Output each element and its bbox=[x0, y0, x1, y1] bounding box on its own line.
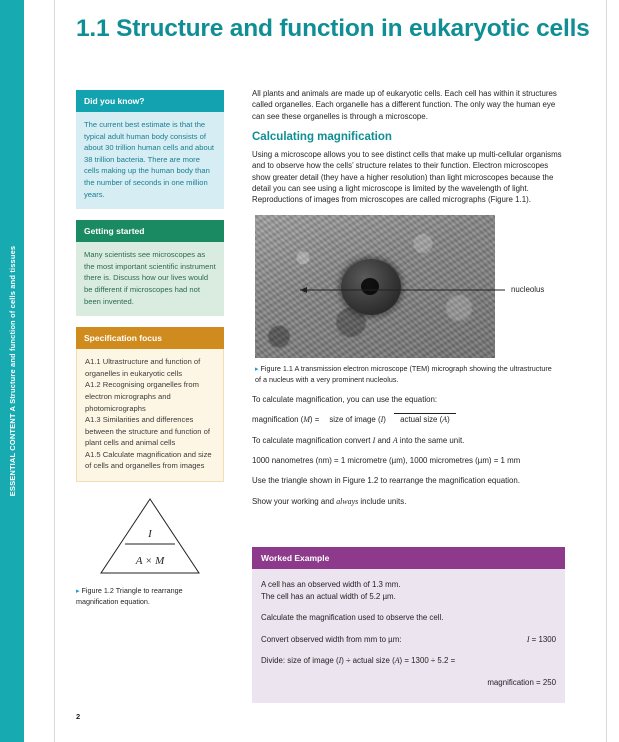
convert-var-a: A bbox=[392, 435, 398, 445]
left-margin-rule bbox=[54, 0, 55, 742]
show-working-italic: always bbox=[336, 496, 359, 506]
worked-line-5-c: ) = 1300 ÷ 5.2 = bbox=[399, 656, 456, 666]
spec-line: A1.2 Recognising organelles from electron micrographs and photomicrographs bbox=[85, 380, 199, 413]
spec-line: A1.5 Calculate magnification and size of cells and organelles from images bbox=[85, 449, 212, 471]
did-you-know-heading: Did you know? bbox=[76, 90, 224, 112]
paragraph-show-working bbox=[252, 496, 565, 507]
worked-line-5-var-a: A bbox=[394, 656, 400, 666]
triangle-icon bbox=[98, 496, 202, 576]
worked-line-4 bbox=[261, 634, 556, 646]
did-you-know-box bbox=[76, 90, 224, 209]
worked-line-2-text: The cell has an actual width of 5.2 µm. bbox=[261, 591, 396, 601]
worked-line-4-value bbox=[527, 634, 556, 646]
worked-line-6: magnification = 250 bbox=[487, 677, 556, 687]
numerator-text: size of image ( bbox=[329, 415, 381, 425]
nucleolus-callout-line bbox=[300, 283, 512, 297]
nucleolus-label: nucleolus bbox=[511, 285, 545, 294]
worked-line-4-label: Convert observed width from mm to µm: bbox=[261, 634, 402, 644]
caption-marker-icon: ▸ bbox=[255, 365, 259, 373]
triangle-bottom-label: A × M bbox=[135, 555, 165, 568]
worked-line-5 bbox=[261, 655, 556, 667]
running-head-text: ESSENTIAL CONTENT A Structure and function of cells and tissues bbox=[7, 245, 17, 497]
main-column bbox=[252, 88, 565, 516]
intro-paragraph: All plants and animals are made up of eukaryotic cells. Each cell has within it structures called organelles. Each organelle has a different function. The only way the human eye can see these organelles is through a microscope. bbox=[252, 89, 557, 121]
paragraph-microscopes: Using a microscope allows you to see distinct cells that make up multi-cellular organisms and to observe how the cells’ structure relates to their function. Electron microscopes show greater detail (they have a higher resolution) than light microscopes because the detail you can see using a light microscope is limited by the wavelength of light. Reproductions of images from microscopes are called micrographs (Figure 1.1). bbox=[252, 150, 562, 205]
magnification-triangle-figure bbox=[76, 496, 224, 578]
specification-focus-body bbox=[76, 349, 224, 482]
worked-line-1 bbox=[261, 579, 556, 602]
numerator-close: ) bbox=[383, 415, 386, 425]
running-head-bar bbox=[0, 0, 24, 742]
convert-text-a: To calculate magnification convert bbox=[252, 435, 373, 445]
right-margin-rule bbox=[606, 0, 607, 742]
figure-1-1-caption bbox=[255, 364, 555, 385]
convert-var-i: I bbox=[372, 435, 376, 445]
getting-started-box bbox=[76, 220, 224, 316]
figure-1-1-caption-text: Figure 1.1 A transmission electron microscope (TEM) micrograph showing the ultrastructure of a nucleus with a very prominent nucleolus. bbox=[255, 363, 552, 384]
convert-text-c: into the same unit. bbox=[397, 435, 465, 445]
denominator-text: actual size ( bbox=[400, 415, 443, 425]
equation-numerator bbox=[323, 415, 392, 425]
convert-text-b: and bbox=[375, 435, 393, 445]
page-content bbox=[24, 0, 619, 742]
worked-example-box bbox=[252, 547, 565, 703]
left-column bbox=[76, 90, 224, 607]
page-title: 1.1 Structure and function in eukaryotic cells bbox=[76, 15, 590, 42]
worked-line-5-b: ) ÷ actual size ( bbox=[341, 656, 395, 666]
worked-line-3: Calculate the magnification used to observe the cell. bbox=[261, 613, 444, 623]
page-number: 2 bbox=[76, 712, 81, 721]
getting-started-body: Many scientists see microscopes as the most important scientific instrument there is. Discuss how our lives would be different if microscopes had not been invented. bbox=[76, 242, 224, 316]
denominator-close: ) bbox=[447, 415, 450, 425]
equation-lead: magnification ( bbox=[252, 415, 304, 425]
show-working-b: include units. bbox=[358, 496, 407, 506]
specification-focus-heading: Specification focus bbox=[76, 327, 224, 349]
paragraph-use-triangle: Use the triangle shown in Figure 1.2 to rearrange the magnification equation. bbox=[252, 476, 521, 486]
worked-example-body bbox=[252, 569, 565, 703]
equation-denominator bbox=[394, 413, 456, 424]
paragraph-unit-conversions: 1000 nanometres (nm) = 1 micrometre (µm), 1000 micrometres (µm) = 1 mm bbox=[252, 455, 521, 465]
worked-line-4-number: = 1300 bbox=[529, 634, 556, 644]
equation-lead-var: M bbox=[303, 415, 310, 425]
equation-lead-close: ) = bbox=[309, 415, 320, 425]
spec-line: A1.3 Similarities and differences between the structure and function of plant cells and animal cells bbox=[85, 415, 210, 448]
worked-line-5-a: Divide: size of image ( bbox=[261, 656, 339, 666]
paragraph-equation-intro: To calculate magnification, you can use the equation: bbox=[252, 395, 438, 405]
section-heading-calculating-magnification: Calculating magnification bbox=[252, 130, 392, 143]
worked-line-5-var-i: I bbox=[338, 656, 342, 666]
worked-line-4-var: I bbox=[526, 634, 530, 644]
figure-1-2-caption bbox=[76, 586, 224, 607]
show-working-a: Show your working and bbox=[252, 496, 337, 506]
did-you-know-body: The current best estimate is that the typical adult human body consists of about 30 trillion human cells and about 38 trillion bacteria. There are more cells making up the human body than the number of seconds in one million years. bbox=[76, 112, 224, 209]
worked-line-1-text: A cell has an observed width of 1.3 mm. bbox=[261, 580, 401, 589]
equation-fraction bbox=[323, 414, 455, 425]
worked-example-heading: Worked Example bbox=[252, 547, 565, 569]
triangle-top-label: I bbox=[148, 528, 152, 541]
caption-marker-icon: ▸ bbox=[76, 588, 80, 596]
spec-line: A1.1 Ultrastructure and function of organelles in eukaryotic cells bbox=[85, 357, 201, 378]
figure-1-2-caption-text: Figure 1.2 Triangle to rearrange magnification equation. bbox=[76, 586, 183, 607]
numerator-var: I bbox=[380, 415, 384, 425]
specification-focus-box bbox=[76, 327, 224, 482]
magnification-equation bbox=[252, 414, 565, 425]
denominator-var: A bbox=[442, 415, 448, 425]
getting-started-heading: Getting started bbox=[76, 220, 224, 242]
paragraph-convert-units bbox=[252, 435, 565, 446]
